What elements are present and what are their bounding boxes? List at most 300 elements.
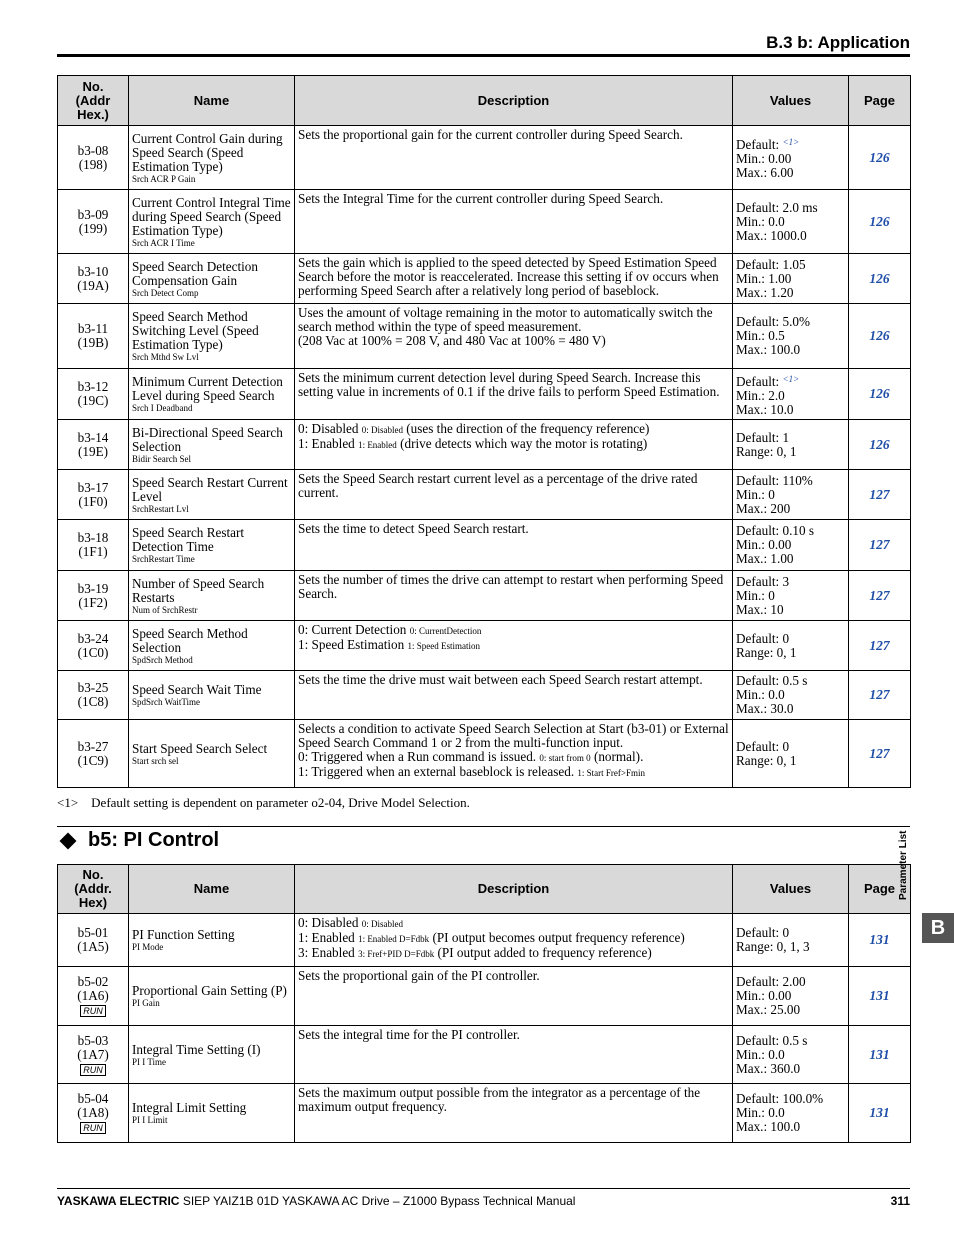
parameter-description-cell — [295, 470, 733, 520]
setting-option-text: 0: Triggered when a Run command is issued. — [298, 749, 537, 764]
setting-option-lcd: 0: CurrentDetection — [409, 626, 482, 636]
lcd-display-text: Start srch sel — [132, 755, 179, 766]
parameter-address: (198) — [78, 156, 108, 172]
parameter-name-cell — [129, 369, 295, 420]
max-value: Max.: 6.00 — [736, 165, 794, 180]
parameter-address: (199) — [78, 220, 108, 236]
max-value: Max.: 30.0 — [736, 701, 794, 716]
default-value — [736, 926, 845, 940]
table-row — [58, 520, 911, 571]
parameter-description-cell — [295, 720, 733, 788]
parameter-description-cell — [295, 520, 733, 571]
column-header-name: Name — [129, 865, 295, 914]
column-header-description: Description — [295, 76, 733, 126]
parameter-number-cell — [58, 470, 129, 520]
setting-option-lcd: 3: Fref+PID D=Fdbk — [358, 949, 435, 959]
parameter-number-cell — [58, 520, 129, 571]
page-reference-link[interactable]: 131 — [869, 988, 890, 1003]
parameter-address: (1C8) — [77, 694, 109, 709]
page-reference-cell — [849, 621, 911, 671]
parameter-name-cell — [129, 126, 295, 190]
description-line: Sets the time the drive must wait between each Speed Search restart attempt. — [298, 672, 703, 687]
table-row — [58, 420, 911, 470]
parameter-name-cell — [129, 1026, 295, 1084]
parameter-description-cell — [295, 671, 733, 720]
setting-option — [298, 765, 729, 780]
parameter-values-cell — [733, 671, 849, 720]
lcd-display-text: SrchRestart Time — [132, 554, 195, 564]
default-value-text: Default: 1.05 — [736, 256, 806, 272]
parameter-values-cell — [733, 914, 849, 967]
parameter-number: b3-08 — [77, 142, 109, 158]
setting-option-text: 1: Enabled — [298, 930, 355, 945]
table-row — [58, 254, 911, 304]
default-value — [736, 258, 845, 272]
page-reference-link[interactable]: 126 — [869, 386, 890, 401]
default-value-text: Default: 0.10 s — [736, 523, 815, 538]
parameter-values-cell — [733, 1084, 849, 1143]
page-reference-cell — [849, 571, 911, 621]
max-value: Max.: 1.20 — [736, 284, 794, 300]
max-value: Max.: 1000.0 — [736, 227, 807, 243]
setting-option-lcd: 1: Enabled D=Fdbk — [358, 934, 430, 944]
description-line: Sets the Speed Search restart current level as a percentage of the drive rated current. — [298, 471, 698, 500]
parameter-number: b5-03 — [77, 1032, 109, 1048]
default-value-text: Default: — [736, 137, 780, 152]
page-reference-cell — [849, 190, 911, 254]
header-rule — [57, 54, 910, 57]
page-reference-cell — [849, 126, 911, 190]
parameter-number: b3-24 — [77, 630, 109, 646]
table-row — [58, 571, 911, 621]
parameter-values-cell — [733, 190, 849, 254]
default-value — [736, 1034, 845, 1048]
parameter-description-cell — [295, 914, 733, 967]
description-line: Uses the amount of voltage remaining in the motor to automatically switch the search method within the type of speed measurement. — [298, 305, 713, 334]
default-value-text: Default: 110% — [736, 472, 813, 488]
description-line: Sets the time to detect Speed Search restart. — [298, 521, 529, 536]
parameter-number: b3-12 — [77, 379, 109, 394]
parameter-number-cell — [58, 571, 129, 621]
page-reference-link[interactable]: 131 — [869, 1105, 890, 1120]
parameter-name: Integral Limit Setting — [132, 1100, 247, 1115]
parameter-name: Speed Search Restart Detection Time — [132, 525, 245, 554]
page-reference-link[interactable]: 127 — [869, 486, 890, 502]
parameter-number-cell — [58, 254, 129, 304]
min-value: Min.: 0.5 — [736, 328, 785, 343]
footnote-marker: <1> — [57, 795, 79, 810]
default-value-text: Default: 2.0 ms — [736, 199, 818, 215]
page-reference-link[interactable]: 127 — [869, 537, 890, 552]
parameter-number-cell — [58, 914, 129, 967]
setting-option-lcd: 1: Enabled — [358, 440, 397, 450]
max-value: Max.: 360.0 — [736, 1060, 801, 1076]
lcd-display-text: Srch ACR P Gain — [132, 173, 196, 184]
setting-option-text: 0: Disabled — [298, 915, 359, 930]
parameter-number: b3-19 — [77, 580, 109, 596]
parameter-name: Proportional Gain Setting (P) — [132, 983, 287, 998]
setting-option-lcd: 1: Start Fref>Fmin — [577, 768, 645, 778]
setting-option-text: 0: Current Detection — [298, 622, 407, 637]
parameter-values-cell — [733, 369, 849, 420]
parameter-address: (1F2) — [78, 594, 108, 610]
parameter-number: b5-02 — [77, 974, 109, 989]
description-line: Sets the integral time for the PI controller. — [298, 1027, 520, 1042]
lcd-display-text: SrchRestart Lvl — [132, 503, 189, 514]
setting-option-lcd: 0: Disabled — [361, 425, 403, 435]
description-line: Sets the minimum current detection level during Speed Search. Increase this setting value in increments of 0.1 if the drive fails to perform Speed Estimation. — [298, 370, 720, 399]
default-value-text: Default: 100.0% — [736, 1091, 824, 1106]
parameter-values-cell — [733, 470, 849, 520]
parameter-values-cell — [733, 520, 849, 571]
parameter-description-cell — [295, 967, 733, 1026]
parameter-name: Current Control Gain during Speed Search (Speed Estimation Type) — [132, 130, 283, 174]
parameter-values-cell — [733, 126, 849, 190]
parameter-address: (1A5) — [77, 939, 109, 954]
lcd-display-text: Srch Detect Comp — [132, 287, 199, 298]
parameter-name-cell — [129, 914, 295, 967]
parameter-values-cell — [733, 1026, 849, 1084]
description-line: Sets the gain which is applied to the speed detected by Speed Estimation Speed Search before the motor is reaccelerated. Increase this setting if ov occurs when performing Speed Search after a relatively long period of baseblock. — [298, 255, 719, 298]
default-value — [736, 674, 845, 688]
footnote-reference-link[interactable]: <1> — [782, 137, 800, 147]
setting-option-text: 1: Speed Estimation — [298, 637, 405, 652]
parameter-name: PI Function Setting — [132, 927, 235, 942]
parameter-name: Integral Time Setting (I) — [132, 1041, 261, 1057]
parameter-name-cell — [129, 671, 295, 720]
side-section-tab[interactable]: B — [922, 913, 954, 943]
description-line: Sets the proportional gain for the current controller during Speed Search. — [298, 127, 683, 142]
lcd-display-text: Bidir Search Sel — [132, 453, 191, 464]
parameter-name: Speed Search Method Selection — [132, 625, 248, 655]
diamond-bullet-icon — [60, 832, 77, 849]
column-header-no: No. (Addr Hex.) — [58, 76, 129, 126]
default-value-text: Default: 0.5 s — [736, 1032, 808, 1048]
parameter-name-cell — [129, 254, 295, 304]
setting-option — [298, 916, 729, 931]
setting-option — [298, 437, 729, 452]
description-line: Sets the Integral Time for the current controller during Speed Search. — [298, 191, 664, 206]
setting-option-text: 1: Triggered when an external baseblock is released. — [298, 764, 575, 779]
column-header-page: Page — [849, 865, 911, 914]
parameter-number: b3-18 — [77, 530, 109, 545]
page-reference-cell — [849, 1026, 911, 1084]
setting-option — [298, 623, 729, 638]
default-value — [736, 632, 845, 646]
page-reference-cell — [849, 420, 911, 470]
setting-option-text: 3: Enabled — [298, 945, 355, 960]
parameter-number: b3-14 — [77, 429, 109, 445]
page-reference-cell — [849, 520, 911, 571]
parameter-values-cell — [733, 720, 849, 788]
max-value: Max.: 100.0 — [736, 342, 801, 357]
min-value: Min.: 1.00 — [736, 270, 792, 286]
setting-option — [298, 946, 729, 961]
default-value-text: Default: 0 — [736, 738, 790, 754]
parameter-description-cell — [295, 369, 733, 420]
setting-option — [298, 750, 729, 765]
table-row — [58, 190, 911, 254]
page-reference-link[interactable]: 131 — [869, 1046, 890, 1062]
default-value — [736, 315, 845, 329]
parameter-number: b3-11 — [77, 321, 109, 336]
run-badge: RUN — [80, 1005, 106, 1017]
table-row — [58, 1084, 911, 1143]
default-value — [736, 135, 845, 152]
page-reference-cell — [849, 967, 911, 1026]
table-row — [58, 1026, 911, 1084]
column-header-values: Values — [733, 865, 849, 914]
default-value-text: Default: 1 — [736, 429, 790, 445]
parameter-table-b5 — [57, 864, 911, 1143]
lcd-display-text: Srch I Deadband — [132, 403, 193, 413]
parameter-number: b3-10 — [77, 263, 109, 279]
column-header-description: Description — [295, 865, 733, 914]
table-header-row — [58, 76, 911, 126]
page-reference-link[interactable]: 126 — [869, 213, 890, 229]
max-value: Max.: 200 — [736, 500, 791, 516]
side-section-label: Parameter List — [898, 830, 909, 900]
default-value — [736, 372, 845, 389]
parameter-name: Speed Search Method Switching Level (Speed Estimation Type) — [132, 309, 259, 352]
column-header-name: Name — [129, 76, 295, 126]
parameter-number: b5-01 — [77, 925, 109, 940]
default-value-text: Default: 0 — [736, 925, 790, 940]
page-reference-link[interactable]: 126 — [869, 270, 890, 286]
parameter-name: Bi-Directional Speed Search Selection — [132, 424, 283, 454]
parameter-name-cell — [129, 720, 295, 788]
default-value-text: Default: 0.5 s — [736, 673, 808, 688]
column-header-values: Values — [733, 76, 849, 126]
parameter-description-cell — [295, 621, 733, 671]
parameter-number-cell — [58, 720, 129, 788]
setting-option-lcd: 0: start from 0 — [539, 753, 591, 763]
parameter-name-cell — [129, 470, 295, 520]
range-value: Range: 0, 1 — [736, 752, 797, 768]
parameter-name-cell — [129, 304, 295, 369]
footer-brand: YASKAWA ELECTRIC — [57, 1194, 180, 1208]
table-row — [58, 967, 911, 1026]
setting-option-lcd: 0: Disabled — [361, 919, 403, 929]
default-value-text: Default: 5.0% — [736, 314, 810, 329]
page-reference-cell — [849, 254, 911, 304]
setting-option — [298, 638, 729, 653]
range-value: Range: 0, 1, 3 — [736, 939, 810, 954]
parameter-name: Start Speed Search Select — [132, 740, 268, 756]
section-header-title: B.3 b: Application — [766, 33, 910, 52]
lcd-display-text: SpdSrch WaitTime — [132, 697, 201, 707]
parameter-number: b3-09 — [77, 206, 109, 222]
parameter-description-cell — [295, 1026, 733, 1084]
parameter-address: (19A) — [77, 277, 109, 293]
parameter-number-cell — [58, 126, 129, 190]
parameter-number: b3-27 — [77, 738, 109, 754]
page-reference-link[interactable]: 127 — [869, 587, 890, 603]
page-reference-link[interactable]: 126 — [869, 328, 890, 343]
setting-option-note: (normal). — [593, 749, 644, 764]
parameter-values-cell — [733, 967, 849, 1026]
parameter-number-cell — [58, 420, 129, 470]
default-value — [736, 1092, 845, 1106]
lcd-display-text: PI Gain — [132, 998, 160, 1008]
table-row — [58, 304, 911, 369]
page-reference-cell — [849, 671, 911, 720]
parameter-number-cell — [58, 1026, 129, 1084]
default-value — [736, 474, 845, 488]
footer-doc-title: SIEP YAIZ1B 01D YASKAWA AC Drive – Z1000 Bypass Technical Manual — [182, 1194, 576, 1208]
column-header-no: No. (Addr. Hex) — [58, 865, 129, 914]
max-value: Max.: 1.00 — [736, 551, 794, 566]
lcd-display-text: Num of SrchRestr — [132, 604, 198, 615]
setting-option-note: (drive detects which way the motor is rotating) — [400, 436, 648, 451]
page-reference-cell — [849, 304, 911, 369]
parameter-name-cell — [129, 621, 295, 671]
lcd-display-text: Srch ACR I Time — [132, 237, 195, 248]
parameter-number: b5-04 — [77, 1091, 109, 1106]
default-value-text: Default: 3 — [736, 573, 790, 589]
default-value — [736, 201, 845, 215]
lcd-display-text: PI Mode — [132, 942, 164, 952]
setting-option-note: (PI output becomes output frequency reference) — [432, 930, 685, 945]
footer-page-number: 311 — [890, 1194, 910, 1208]
setting-option-lcd: 1: Speed Estimation — [407, 641, 481, 651]
description-line: Sets the proportional gain of the PI controller. — [298, 968, 540, 983]
parameter-number-cell — [58, 304, 129, 369]
parameter-address: (1A8) — [77, 1105, 109, 1120]
parameter-name-cell — [129, 571, 295, 621]
min-value: Min.: 0.0 — [736, 213, 785, 229]
parameter-number-cell — [58, 967, 129, 1026]
table-row — [58, 720, 911, 788]
parameter-values-cell — [733, 621, 849, 671]
setting-option-text: 0: Disabled — [298, 421, 359, 436]
parameter-name-cell — [129, 420, 295, 470]
min-value: Min.: 0.0 — [736, 687, 785, 702]
lcd-display-text: Srch Mthd Sw Lvl — [132, 352, 199, 362]
parameter-values-cell — [733, 304, 849, 369]
default-value — [736, 740, 845, 754]
section-heading — [57, 829, 219, 852]
default-value — [736, 575, 845, 589]
footer-document-info — [57, 1194, 575, 1208]
description-line: Sets the number of times the drive can attempt to restart when performing Speed Search. — [298, 572, 724, 601]
page-reference-link[interactable]: 127 — [869, 745, 890, 761]
min-value: Min.: 0 — [736, 486, 775, 502]
parameter-name: Minimum Current Detection Level during Speed Search — [132, 374, 283, 403]
default-value — [736, 431, 845, 445]
parameter-name-cell — [129, 520, 295, 571]
default-value — [736, 975, 845, 989]
max-value: Max.: 100.0 — [736, 1119, 801, 1134]
default-value-text: Default: — [736, 373, 780, 389]
parameter-number-cell — [58, 621, 129, 671]
parameter-description-cell — [295, 571, 733, 621]
parameter-description-cell — [295, 1084, 733, 1143]
column-header-page: Page — [849, 76, 911, 126]
parameter-description-cell — [295, 254, 733, 304]
range-value: Range: 0, 1 — [736, 644, 797, 660]
parameter-address: (19B) — [77, 335, 109, 350]
footnote — [57, 795, 470, 811]
setting-option-note: (PI output added to frequency reference) — [437, 945, 652, 960]
parameter-name-cell — [129, 190, 295, 254]
min-value: Min.: 0.0 — [736, 1105, 785, 1120]
lcd-display-text: SpdSrch Method — [132, 654, 193, 665]
parameter-values-cell — [733, 420, 849, 470]
page-reference-cell — [849, 720, 911, 788]
parameter-name-cell — [129, 967, 295, 1026]
page-reference-link[interactable]: 127 — [869, 687, 890, 702]
parameter-name-cell — [129, 1084, 295, 1143]
page-reference-cell — [849, 914, 911, 967]
range-value: Range: 0, 1 — [736, 443, 797, 459]
table-header-row — [58, 865, 911, 914]
page-reference-cell — [849, 470, 911, 520]
parameter-values-cell — [733, 571, 849, 621]
parameter-values-cell — [733, 254, 849, 304]
table-row — [58, 914, 911, 967]
parameter-name: Speed Search Restart Current Level — [132, 474, 288, 504]
lcd-display-text: PI I Limit — [132, 1115, 168, 1125]
parameter-description-cell — [295, 126, 733, 190]
parameter-description-cell — [295, 190, 733, 254]
description-line: (208 Vac at 100% = 208 V, and 480 Vac at 100% = 480 V) — [298, 333, 606, 348]
setting-option-note: (uses the direction of the frequency reference) — [406, 421, 650, 436]
lcd-display-text: PI I Time — [132, 1056, 167, 1067]
section-title: b5: PI Control — [88, 829, 220, 851]
page-reference-link[interactable]: 127 — [869, 637, 890, 653]
table-row — [58, 470, 911, 520]
parameter-table-b3 — [57, 75, 911, 788]
parameter-name: Speed Search Detection Compensation Gain — [132, 258, 258, 288]
section-rule — [57, 826, 910, 827]
parameter-name: Speed Search Wait Time — [132, 682, 262, 697]
table-row — [58, 126, 911, 190]
max-value: Max.: 25.00 — [736, 1002, 801, 1017]
parameter-number-cell — [58, 369, 129, 420]
min-value: Min.: 2.0 — [736, 387, 785, 403]
parameter-description-cell — [295, 420, 733, 470]
max-value: Max.: 10 — [736, 601, 784, 617]
page-reference-cell — [849, 369, 911, 420]
footnote-text: Default setting is dependent on parameter o2-04, Drive Model Selection. — [91, 795, 470, 810]
run-badge: RUN — [80, 1064, 106, 1076]
table-row — [58, 369, 911, 420]
page-reference-link[interactable]: 131 — [869, 932, 890, 947]
min-value: Min.: 0.00 — [736, 151, 792, 166]
parameter-address: (1F1) — [78, 544, 108, 559]
min-value: Min.: 0.00 — [736, 537, 792, 552]
parameter-number-cell — [58, 190, 129, 254]
default-value-text: Default: 0 — [736, 630, 790, 646]
description-line: Selects a condition to activate Speed Search Selection at Start (b3-01) or External Speed Search Command 1 or 2 from the multi-function input. — [298, 721, 729, 750]
footer-rule — [57, 1188, 910, 1189]
run-badge: RUN — [80, 1122, 106, 1134]
setting-option — [298, 931, 729, 946]
parameter-number-cell — [58, 671, 129, 720]
setting-option — [298, 422, 729, 437]
parameter-address: (19E) — [77, 443, 109, 459]
parameter-number-cell — [58, 1084, 129, 1143]
footnote-reference-link[interactable]: <1> — [782, 373, 800, 384]
parameter-address: (19C) — [77, 393, 109, 408]
parameter-number: b3-17 — [77, 479, 109, 495]
page-reference-link[interactable]: 126 — [869, 149, 890, 165]
parameter-address: (1F0) — [78, 493, 108, 509]
table-row — [58, 621, 911, 671]
page-reference-link[interactable]: 126 — [869, 436, 890, 452]
parameter-description-cell — [295, 304, 733, 369]
